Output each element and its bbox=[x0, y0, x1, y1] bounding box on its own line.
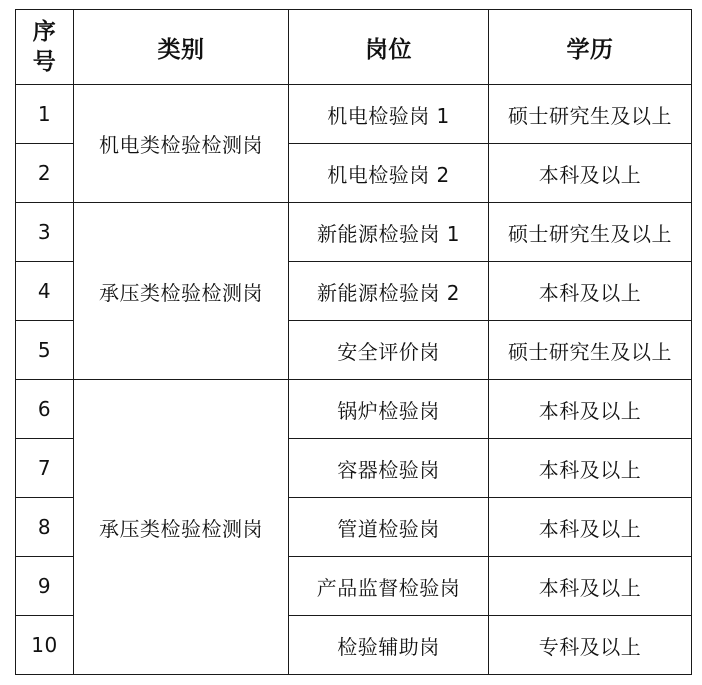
recruitment-table bbox=[15, 9, 692, 675]
education-cell: 本科及以上 bbox=[489, 144, 692, 203]
position-cell: 产品监督检验岗 bbox=[289, 557, 489, 616]
seq-cell: 3 bbox=[16, 203, 74, 262]
table-row bbox=[16, 85, 692, 144]
header-seq bbox=[16, 10, 74, 85]
header-seq-line2: 号 bbox=[32, 49, 57, 75]
recruitment-table-wrapper bbox=[15, 9, 692, 675]
seq-cell: 2 bbox=[16, 144, 74, 203]
category-cell: 承压类检验检测岗 bbox=[74, 203, 289, 380]
table-row bbox=[16, 380, 692, 439]
category-cell: 承压类检验检测岗 bbox=[74, 380, 289, 675]
header-category: 类别 bbox=[74, 10, 289, 85]
education-cell: 本科及以上 bbox=[489, 262, 692, 321]
seq-cell: 5 bbox=[16, 321, 74, 380]
position-cell: 机电检验岗 2 bbox=[289, 144, 489, 203]
education-cell: 本科及以上 bbox=[489, 380, 692, 439]
education-cell: 本科及以上 bbox=[489, 498, 692, 557]
seq-cell: 4 bbox=[16, 262, 74, 321]
category-cell: 机电类检验检测岗 bbox=[74, 85, 289, 203]
position-cell: 安全评价岗 bbox=[289, 321, 489, 380]
education-cell: 专科及以上 bbox=[489, 616, 692, 675]
seq-cell: 6 bbox=[16, 380, 74, 439]
education-cell: 硕士研究生及以上 bbox=[489, 321, 692, 380]
header-position: 岗位 bbox=[289, 10, 489, 85]
education-cell: 本科及以上 bbox=[489, 439, 692, 498]
table-row bbox=[16, 203, 692, 262]
header-education: 学历 bbox=[489, 10, 692, 85]
table-header-row bbox=[16, 10, 692, 85]
position-cell: 容器检验岗 bbox=[289, 439, 489, 498]
seq-cell: 8 bbox=[16, 498, 74, 557]
position-cell: 机电检验岗 1 bbox=[289, 85, 489, 144]
position-cell: 锅炉检验岗 bbox=[289, 380, 489, 439]
education-cell: 本科及以上 bbox=[489, 557, 692, 616]
education-cell: 硕士研究生及以上 bbox=[489, 85, 692, 144]
position-cell: 新能源检验岗 1 bbox=[289, 203, 489, 262]
education-cell: 硕士研究生及以上 bbox=[489, 203, 692, 262]
header-seq-line1: 序 bbox=[32, 19, 57, 45]
seq-cell: 1 bbox=[16, 85, 74, 144]
position-cell: 检验辅助岗 bbox=[289, 616, 489, 675]
position-cell: 新能源检验岗 2 bbox=[289, 262, 489, 321]
seq-cell: 10 bbox=[16, 616, 74, 675]
seq-cell: 9 bbox=[16, 557, 74, 616]
position-cell: 管道检验岗 bbox=[289, 498, 489, 557]
seq-cell: 7 bbox=[16, 439, 74, 498]
